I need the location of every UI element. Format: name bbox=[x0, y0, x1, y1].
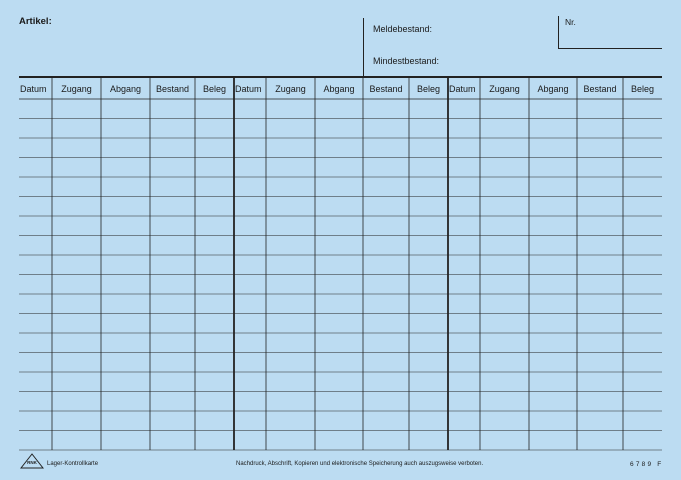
column-header-beleg: Beleg bbox=[202, 84, 227, 94]
artikel-label: Artikel: bbox=[19, 16, 52, 27]
column-header-abgang: Abgang bbox=[323, 84, 355, 94]
column-header-bestand: Bestand bbox=[155, 84, 190, 94]
form-name: Lager-Kontrollkarte bbox=[47, 461, 99, 467]
column-header-datum: Datum bbox=[449, 84, 476, 94]
column-header-abgang: Abgang bbox=[109, 84, 142, 94]
column-header-datum: Datum bbox=[20, 84, 47, 94]
column-header-zugang: Zugang bbox=[275, 84, 306, 94]
column-header-zugang: Zugang bbox=[61, 84, 92, 94]
column-header-zugang: Zugang bbox=[489, 84, 520, 94]
svg-text:RNK: RNK bbox=[27, 460, 37, 465]
mindestbestand-label: Mindestbestand: bbox=[373, 56, 440, 66]
nr-label: Nr. bbox=[565, 17, 576, 27]
meldebestand-label: Meldebestand: bbox=[373, 24, 433, 34]
column-header-bestand: Bestand bbox=[369, 84, 403, 94]
column-header-datum: Datum bbox=[235, 84, 262, 94]
rnk-logo-icon bbox=[20, 453, 44, 469]
form-number: 6789 F bbox=[630, 461, 664, 468]
column-header-abgang: Abgang bbox=[537, 84, 569, 94]
column-header-beleg: Beleg bbox=[416, 84, 441, 94]
column-header-bestand: Bestand bbox=[583, 84, 617, 94]
copyright-notice: Nachdruck, Abschrift, Kopieren und elektronische Speicherung auch auszugsweise verboten. bbox=[236, 461, 484, 467]
column-header-beleg: Beleg bbox=[630, 84, 655, 94]
